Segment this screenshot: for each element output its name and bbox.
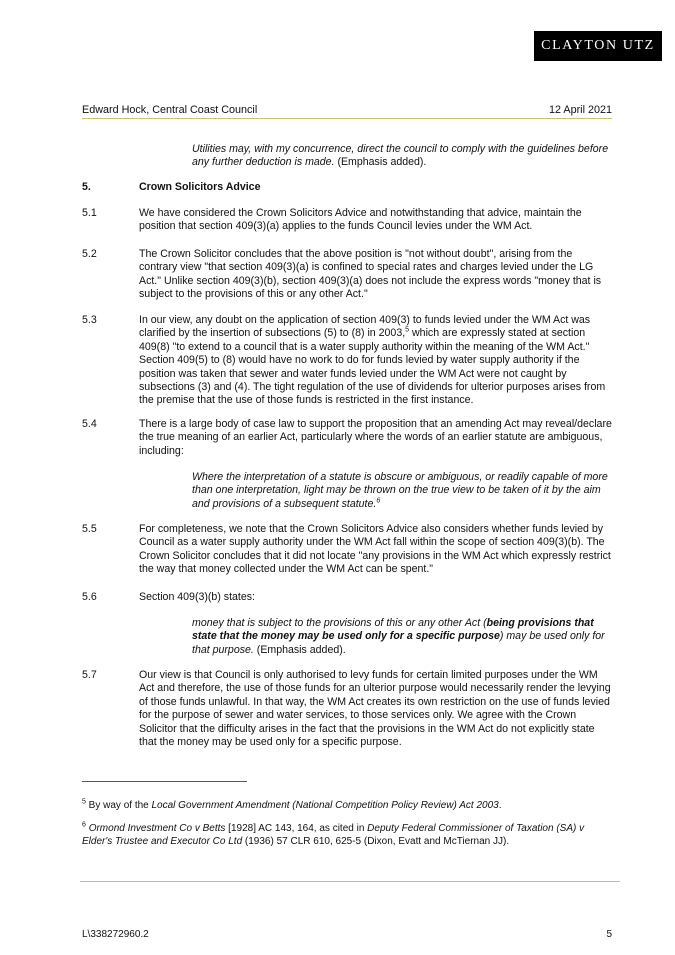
quote-emphasis-note: (Emphasis added). xyxy=(334,156,427,169)
footnote-text-end: . xyxy=(498,800,502,811)
paragraph-text: In our view, any doubt on the application of section 409(3) to funds levied under the WM Act was clarified by the insertion of subsections (5) to (8) in 2003, xyxy=(139,314,591,340)
paragraph-text: We have considered the Crown Solicitors Advice and notwithstanding that advice, maintain the position that section 409(3)(a) applies to the funds Council levies under the WM Act. xyxy=(139,207,582,233)
paragraph-text: The Crown Solicitor concludes that the above position is "not without doubt", arising from the contrary view "that section 409(3)(a) is confined to special rates and charges levied under the LG Act." Unlike section 409(3)(b), section 409(3)(a) does not include the express words "money that is subject to the provisions of this or any other Act." xyxy=(139,248,602,301)
footnote-case-name: Ormond Investment Co v Betts xyxy=(88,823,226,834)
page-number: 5 xyxy=(606,929,612,940)
paragraph-text: There is a large body of case law to support the proposition that an amending Act may reveal/declare the true meaning of an earlier Act, particularly where the words of an earlier statute are ambiguous, including: xyxy=(139,418,612,457)
paragraph-number: 5.1 xyxy=(82,207,97,219)
header-rule xyxy=(82,118,612,119)
document-reference: L\338272960.2 xyxy=(82,929,149,940)
footnote-6 xyxy=(82,822,612,848)
page-footer xyxy=(82,928,612,941)
footnote-separator xyxy=(82,781,247,782)
paragraph-text-cont: which are expressly stated at section 409(8) "to extend to a council that is a water supply authority within the meaning of the WM Act." Section 409(5) to (8) would have no work to do for funds levied by water supply authority if the position was taken that sewer and water funds levied under the WM Act were not caught by subsections (3) and (4). The tight regulation of the use of dividends for ulterior purposes arises from the premise that the use of those funds is restricted in the first instance. xyxy=(139,327,606,407)
section-number: 5. xyxy=(82,181,91,193)
paragraph-text: Section 409(3)(b) states: xyxy=(139,591,255,603)
paragraph-number: 5.7 xyxy=(82,669,97,681)
footnote-text-end: (1936) 57 CLR 610, 625-5 (Dixon, Evatt and McTiernan JJ). xyxy=(242,836,510,847)
quote-italic: Utilities may, with my concurrence, direct the council to comply with the guidelines before any further deduction is made. xyxy=(192,143,609,169)
quote-italic: Where the interpretation of a statute is obscure or ambiguous, or readily capable of more than one interpretation, light may be thrown on the true view to be taken of it by the aim and provisions of a subsequent statute. xyxy=(192,471,608,510)
section-heading xyxy=(82,181,612,194)
quote-continuation xyxy=(82,143,612,170)
paragraph-number: 5.5 xyxy=(82,523,97,535)
paragraph-5-5 xyxy=(82,523,612,577)
footnote-5 xyxy=(82,799,612,812)
paragraph-number: 5.3 xyxy=(82,314,97,326)
block-quote-section-409 xyxy=(82,617,612,657)
paragraph-5-1 xyxy=(82,207,612,234)
paragraph-5-2 xyxy=(82,248,612,302)
footnote-ref-6[interactable]: 6 xyxy=(376,497,381,505)
footnote-italic: Local Government Amendment (National Competition Policy Review) Act 2003 xyxy=(151,800,499,811)
footnote-case-name-2: Deputy Federal Commissioner of Taxation (SA) v Elder's Trustee and Executor Co Ltd xyxy=(82,823,585,847)
page-header xyxy=(82,104,612,117)
paragraph-text: Our view is that Council is only authorised to levy funds for certain limited purposes under the WM Act and therefore, the use of those funds for an ulterior purpose would necessarily render the levying of those funds unlawful. In that way, the WM Act creates its own restriction on the use of funds levied for the purpose of sewer and water services, to those services only. We agree with the Crown Solicitor that the difficulty arises in the fact that the provisions in the WM Act do not explicitly state that the money may be used only for a specific purpose. xyxy=(139,669,611,749)
footnote-text: By way of the xyxy=(85,800,152,811)
footnote-ref-5[interactable]: 5 xyxy=(405,326,410,334)
header-recipient: Edward Hock, Central Coast Council xyxy=(82,104,258,116)
paragraph-5-6 xyxy=(82,591,612,604)
paragraph-number: 5.6 xyxy=(82,591,97,603)
paragraph-5-4 xyxy=(82,418,612,458)
footer-rule xyxy=(80,881,620,882)
header-date: 12 April 2021 xyxy=(548,104,612,116)
paragraph-5-7 xyxy=(82,669,612,749)
paragraph-number: 5.4 xyxy=(82,418,97,430)
footnote-text: [1928] AC 143, 164, as cited in xyxy=(225,823,368,834)
clayton-utz-logo: CLAYTON UTZ xyxy=(534,31,662,61)
footnote-mark: 6 xyxy=(82,821,86,829)
footnote-mark: 5 xyxy=(82,798,86,806)
paragraph-text: For completeness, we note that the Crown Solicitors Advice also considers whether funds levied by Council as a water supply authority under the WM Act fall within the scope of section 409(3)(b). The Crown Solicitor concludes that it did not locate "any provisions in the WM Act which expressly restrict the way that money collected under the WM Act can be spent." xyxy=(139,523,611,576)
quote-bold-emphasis: being provisions that state that the money may be used only for a specific purpose xyxy=(192,617,594,643)
quote-emphasis-note: (Emphasis added). xyxy=(253,643,346,656)
quote-italic-cont: ) may be used only for that purpose. xyxy=(192,630,605,656)
quote-italic: money that is subject to the provisions of this or any other Act ( xyxy=(192,617,487,629)
block-quote-case-law xyxy=(82,471,612,511)
section-title: Crown Solicitors Advice xyxy=(139,181,261,193)
paragraph-number: 5.2 xyxy=(82,248,97,260)
paragraph-5-3 xyxy=(82,314,612,408)
